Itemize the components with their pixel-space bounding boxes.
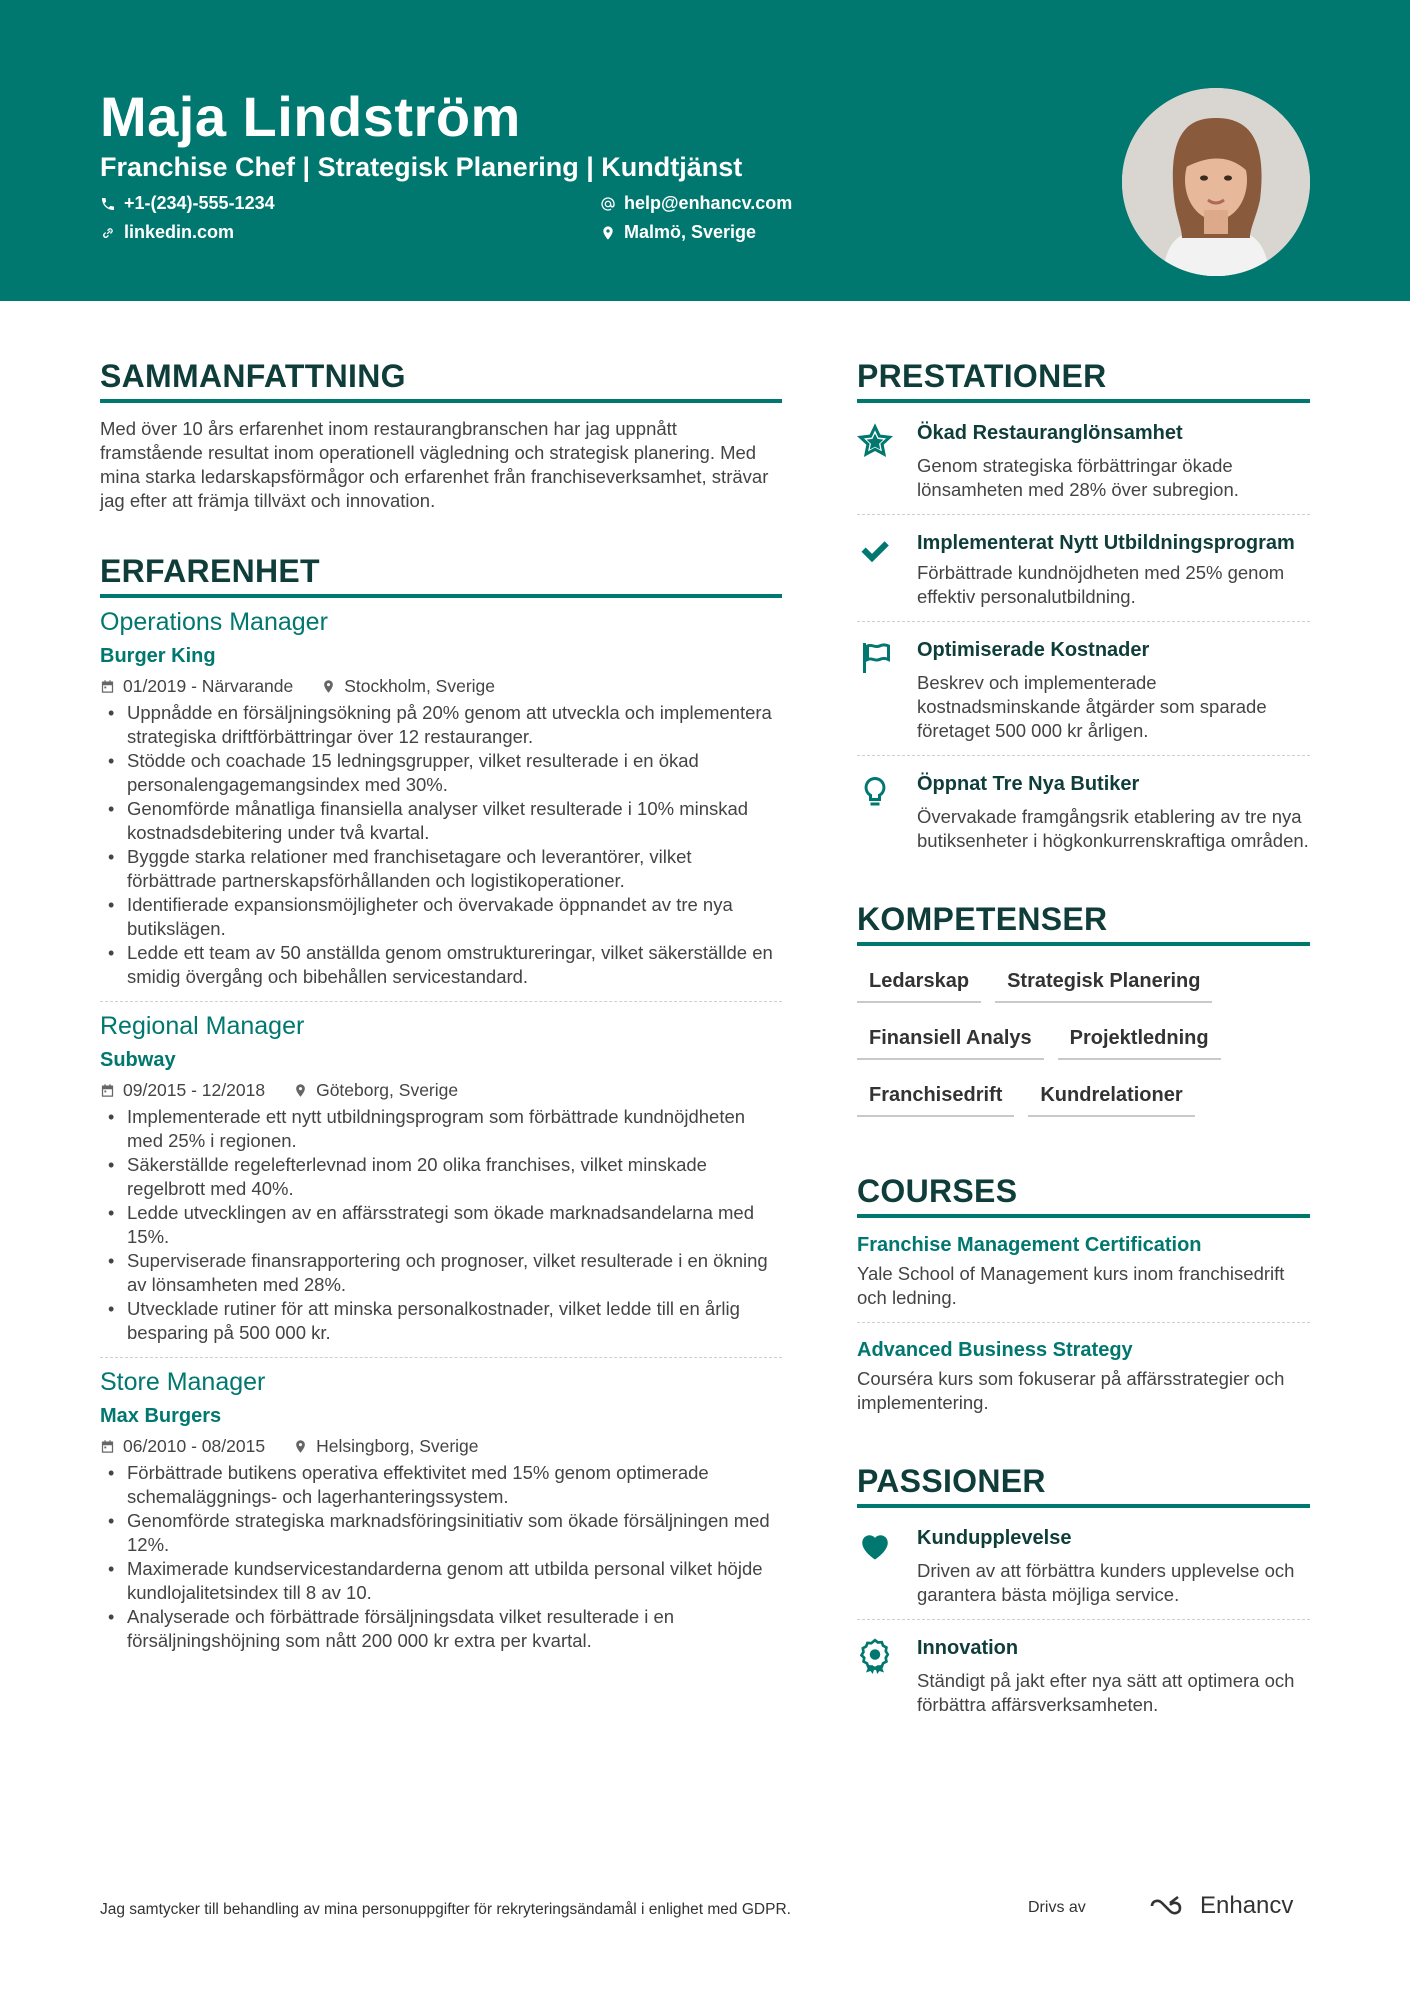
course-item	[857, 1339, 1310, 1415]
candidate-name: Maja Lindström	[100, 85, 521, 148]
job-entry	[100, 1012, 782, 1358]
company-name: Burger King	[100, 645, 216, 667]
divider	[857, 755, 1310, 756]
achievement-title: Implementerat Nytt Utbildningsprogram	[917, 532, 1295, 554]
summary-heading: SAMMANFATTNING	[100, 358, 782, 403]
divider	[857, 621, 1310, 622]
calendar-icon	[100, 1439, 115, 1454]
bullet-item: • Byggde starka relationer med franchisetagare och leverantörer, vilket förbättrade partnerskapsförhållanden och logistikoperationer.	[100, 845, 782, 893]
star-icon	[857, 423, 893, 459]
course-desc: Yale School of Management kurs inom franchisedrift och ledning.	[857, 1263, 1285, 1308]
left-column	[100, 358, 782, 1653]
bullet-item: • Identifierade expansionsmöjligheter och övervakade öppnandet av tre nya butikslägen.	[100, 893, 782, 941]
job-location: Stockholm, Sverige	[344, 676, 496, 696]
bullet-item: • Förbättrade butikens operativa effektivitet med 15% genom optimerade schemaläggnings- och lagerhanteringssystem.	[100, 1461, 782, 1509]
courses-heading: COURSES	[857, 1173, 1310, 1218]
achievement-desc: Förbättrade kundnöjdheten med 25% genom effektiv personalutbildning.	[917, 562, 1285, 607]
divider	[100, 1001, 782, 1002]
candidate-title: Franchise Chef | Strategisk Planering | Kundtjänst	[100, 152, 743, 182]
skill-tag: Ledarskap	[857, 960, 981, 1003]
job-location: Göteborg, Sverige	[316, 1080, 459, 1100]
skill-tag: Franchisedrift	[857, 1074, 1014, 1117]
flag-icon	[857, 640, 893, 676]
job-bullets	[100, 1105, 782, 1345]
check-icon	[857, 533, 893, 569]
achievement-item	[857, 772, 1310, 853]
achievement-item	[857, 531, 1310, 609]
skills-list	[857, 960, 1310, 1131]
achievement-desc: Genom strategiska förbättringar ökade lönsamheten med 28% över subregion.	[917, 455, 1239, 500]
gdpr-consent: Jag samtycker till behandling av mina personuppgifter för rekryteringsändamål i enlighet med GDPR.	[100, 1901, 791, 1918]
brand-name: Enhancv	[1200, 1892, 1294, 1919]
job-title: Regional Manager	[100, 1012, 305, 1040]
passion-desc: Ständigt på jakt efter nya sätt att optimera och förbättra affärsverksamheten.	[917, 1670, 1295, 1715]
divider	[100, 1357, 782, 1358]
job-bullets	[100, 1461, 782, 1653]
passion-title: Kundupplevelse	[917, 1527, 1072, 1549]
email-text: help@enhancv.com	[624, 193, 793, 213]
achievement-item	[857, 421, 1310, 502]
bullet-item: • Implementerade ett nytt utbildningsprogram som förbättrade kundnöjdheten med 25% i regionen.	[100, 1105, 782, 1153]
job-dates: 01/2019 - Närvarande	[123, 676, 294, 696]
bullet-item: • Utvecklade rutiner för att minska personalkostnader, vilket ledde till en årlig besparing på 500 000 kr.	[100, 1297, 782, 1345]
divider	[857, 514, 1310, 515]
summary-text: Med över 10 års erfarenhet inom restaurangbranschen har jag uppnått framstående resultat inom operationell vägledning och strategisk planering. Med mina starka ledarskapsförmågor och erfarenhet från franchiseverksamhet, strävar jag efter att främja tillväxt och innovation.	[100, 418, 769, 511]
bullet-item: • Genomförde strategiska marknadsföringsinitiativ som ökade försäljningen med 12%.	[100, 1509, 782, 1557]
skill-tag: Strategisk Planering	[995, 960, 1212, 1003]
lightbulb-icon	[857, 774, 893, 810]
heart-icon	[857, 1528, 893, 1564]
link-icon	[100, 225, 116, 241]
bullet-item: • Maximerade kundservicestandarderna genom att utbilda personal vilket höjde kundlojalitetsindex till 8 av 10.	[100, 1557, 782, 1605]
skill-tag: Finansiell Analys	[857, 1017, 1044, 1060]
job-bullets	[100, 701, 782, 989]
job-title: Store Manager	[100, 1368, 266, 1396]
job-location: Helsingborg, Sverige	[316, 1436, 479, 1456]
at-icon	[600, 196, 616, 212]
right-column	[857, 358, 1310, 1717]
map-pin-icon	[293, 1439, 308, 1454]
map-pin-icon	[321, 679, 336, 694]
map-pin-icon	[293, 1083, 308, 1098]
achievement-item	[857, 638, 1310, 743]
linkedin-text: linkedin.com	[124, 222, 235, 242]
company-name: Max Burgers	[100, 1405, 222, 1427]
course-item	[857, 1234, 1310, 1310]
profile-photo	[1122, 88, 1310, 276]
bullet-item: • Uppnådde en försäljningsökning på 20% genom att utveckla och implementera strategiska driftförbättringar över 12 restauranger.	[100, 701, 782, 749]
job-title: Operations Manager	[100, 608, 328, 636]
passion-item	[857, 1526, 1310, 1607]
job-dates: 09/2015 - 12/2018	[123, 1080, 266, 1100]
achievement-title: Öppnat Tre Nya Butiker	[917, 773, 1140, 795]
location-contact	[600, 222, 756, 243]
achievement-desc: Övervakade framgångsrik etablering av tre nya butiksenheter i högkonkurrenskraftiga områden.	[917, 806, 1309, 851]
map-pin-icon	[600, 225, 616, 241]
calendar-icon	[100, 679, 115, 694]
divider	[857, 1619, 1310, 1620]
job-entry	[100, 608, 782, 1002]
course-title: Franchise Management Certification	[857, 1234, 1202, 1256]
phone-icon	[100, 196, 116, 212]
brand-logo[interactable]	[1148, 1892, 1293, 1920]
achievement-title: Ökad Restauranglönsamhet	[917, 422, 1183, 444]
achievements-heading: PRESTATIONER	[857, 358, 1310, 403]
passion-item	[857, 1636, 1310, 1717]
experience-heading: ERFARENHET	[100, 553, 782, 598]
phone-contact[interactable]	[100, 193, 275, 214]
job-meta	[100, 1080, 782, 1101]
skill-tag: Kundrelationer	[1028, 1074, 1194, 1117]
bullet-item: • Stödde och coachade 15 ledningsgrupper, vilket resulterade i en ökad personalengagemangsindex med 30%.	[100, 749, 782, 797]
achievement-title: Optimiserade Kostnader	[917, 639, 1150, 661]
bullet-item: • Säkerställde regelefterlevnad inom 20 olika franchises, vilket minskade regelbrott med 40%.	[100, 1153, 782, 1201]
award-icon	[857, 1638, 893, 1674]
enhancv-logo-icon	[1148, 1894, 1192, 1918]
passion-desc: Driven av att förbättra kunders upplevelse och garantera bästa möjliga service.	[917, 1560, 1295, 1605]
achievement-desc: Beskrev och implementerade kostnadsminskande åtgärder som sparade företaget 500 000 kr årligen.	[917, 672, 1267, 741]
linkedin-contact[interactable]	[100, 222, 234, 243]
bullet-item: • Ledde utvecklingen av en affärsstrategi som ökade marknadsandelarna med 15%.	[100, 1201, 782, 1249]
powered-by: Drivs av	[1028, 1899, 1086, 1916]
skills-heading: KOMPETENSER	[857, 901, 1310, 946]
location-text: Malmö, Sverige	[624, 222, 757, 242]
divider	[857, 1322, 1310, 1323]
passions-heading: PASSIONER	[857, 1463, 1310, 1508]
bullet-item: • Analyserade och förbättrade försäljningsdata vilket resulterade i en försäljningshöjning som nått 200 000 kr extra per kvartal.	[100, 1605, 782, 1653]
job-meta	[100, 1436, 782, 1457]
company-name: Subway	[100, 1049, 176, 1071]
skill-tag: Projektledning	[1058, 1017, 1221, 1060]
header-banner	[0, 0, 1410, 301]
bullet-item: • Superviserade finansrapportering och prognoser, vilket resulterade i en ökning av lönsamheten med 28%.	[100, 1249, 782, 1297]
calendar-icon	[100, 1083, 115, 1098]
job-meta	[100, 676, 782, 697]
passion-title: Innovation	[917, 1637, 1019, 1659]
course-title: Advanced Business Strategy	[857, 1339, 1133, 1361]
course-desc: Courséra kurs som fokuserar på affärsstrategier och implementering.	[857, 1368, 1285, 1413]
bullet-item: • Genomförde månatliga finansiella analyser vilket resulterade i 10% minskad kostnadsdebitering under två kvartal.	[100, 797, 782, 845]
phone-text: +1-(234)-555-1234	[124, 193, 275, 213]
email-contact[interactable]	[600, 193, 792, 214]
job-entry	[100, 1368, 782, 1653]
job-dates: 06/2010 - 08/2015	[123, 1436, 266, 1456]
bullet-item: • Ledde ett team av 50 anställda genom omstruktureringar, vilket säkerställde en smidig övergång och bibehållen servicestandard.	[100, 941, 782, 989]
